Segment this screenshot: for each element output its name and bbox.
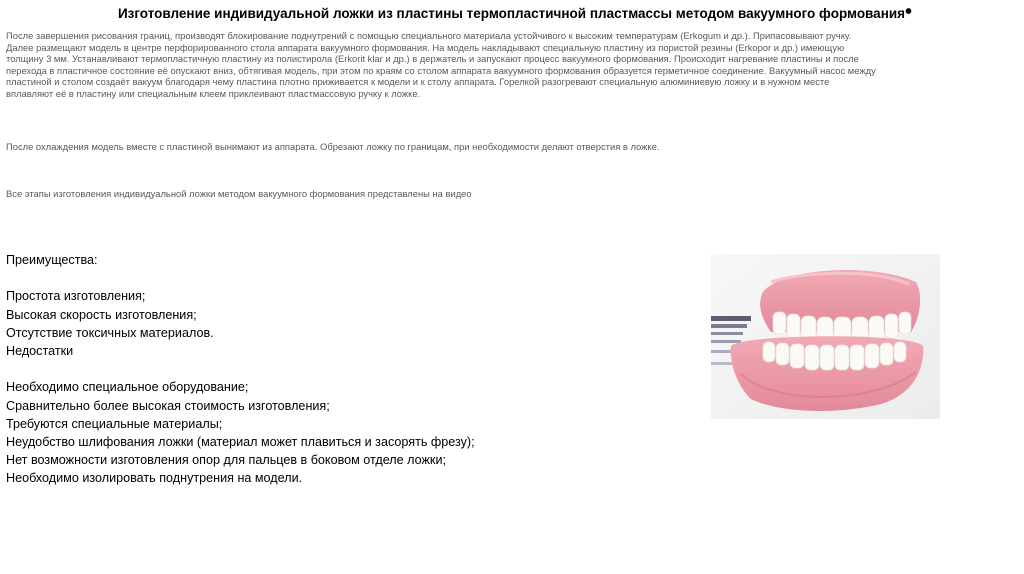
disadvantage-item: Нет возможности изготовления опор для пальцев в боковом отделе ложки; [6,453,446,468]
paragraph-line: После завершения рисования границ, производят блокирование поднутрений с помощью специального материала устойчивого к высоким температурам (Erkogum и др.). Припасовывают ручку. [6,30,852,41]
disadvantages-heading: Недостатки [6,344,74,358]
disadvantage-item: Необходимо специальное оборудование; [6,380,249,395]
paragraph-line: толщину 3 мм. Устанавливают термопластичную пластину из полистирола (Erkorit klar и др.) в держатель и запускают процесс вакуумного формования. Происходит нагревание пластины и после [6,53,859,65]
advantage-item: Простота изготовления; [6,289,146,304]
disadvantage-item: Неудобство шлифования ложки (материал может плавиться и засорять фрезу); [6,435,475,449]
paragraph-line: пластиной и столом создаёт вакуум благодаря чему пластина плотно приживается к модели и к столу аппарата. Горелкой разогревают специальную алюминиевую ложку и в нужном месте [6,76,830,88]
paragraph-procedure [6,30,1006,100]
disadvantage-item: Требуются специальные материалы; [6,416,223,431]
dentures-illustration [711,254,940,419]
spacer [6,360,696,378]
paragraph-line: Далее размещают модель в центре перфорированного стола аппарата вакуумного формования. На модель накладывают специальную пластину из пористой резины (Erkopor и др.) имеющую [6,41,845,53]
paragraph-video-note: Все этапы изготовления индивидуальной ложки методом вакуумного формования представлены на видео [6,188,472,199]
spacer [6,269,696,287]
page-title [100,1,930,23]
disadvantage-item: Необходимо изолировать поднутрения на модели. [6,471,303,486]
advantage-item: Высокая скорость изготовления; [6,307,197,322]
dentures-photo [711,254,940,419]
title-bullet: • [905,1,913,23]
paragraph-line: перехода в пластичное состояние её опускают вниз, обтягивая модель, при этом по краям со столом аппарата вакуумного формования образуется герметичное соединение. Вакуумный насос между [6,64,876,76]
paragraph-line: вплавляют её в пластину или специальным клеем приклеивают пластмассовую ручку к ложке. [6,87,421,99]
disadvantage-item: Сравнительно более высокая стоимость изготовления; [6,398,330,413]
advantage-item: Отсутствие токсичных материалов. [6,325,214,340]
page-title-text: Изготовление индивидуальной ложки из пластины термопластичной пластмассы методом вакуумного формования [117,6,906,21]
advantages-heading: Преимущества: [6,253,98,267]
paragraph-cooling: После охлаждения модель вместе с пластиной вынимают из аппарата. Обрезают ложку по границам, при необходимости делают отверстия в ложке. [6,141,660,152]
pros-cons-section [6,251,696,488]
